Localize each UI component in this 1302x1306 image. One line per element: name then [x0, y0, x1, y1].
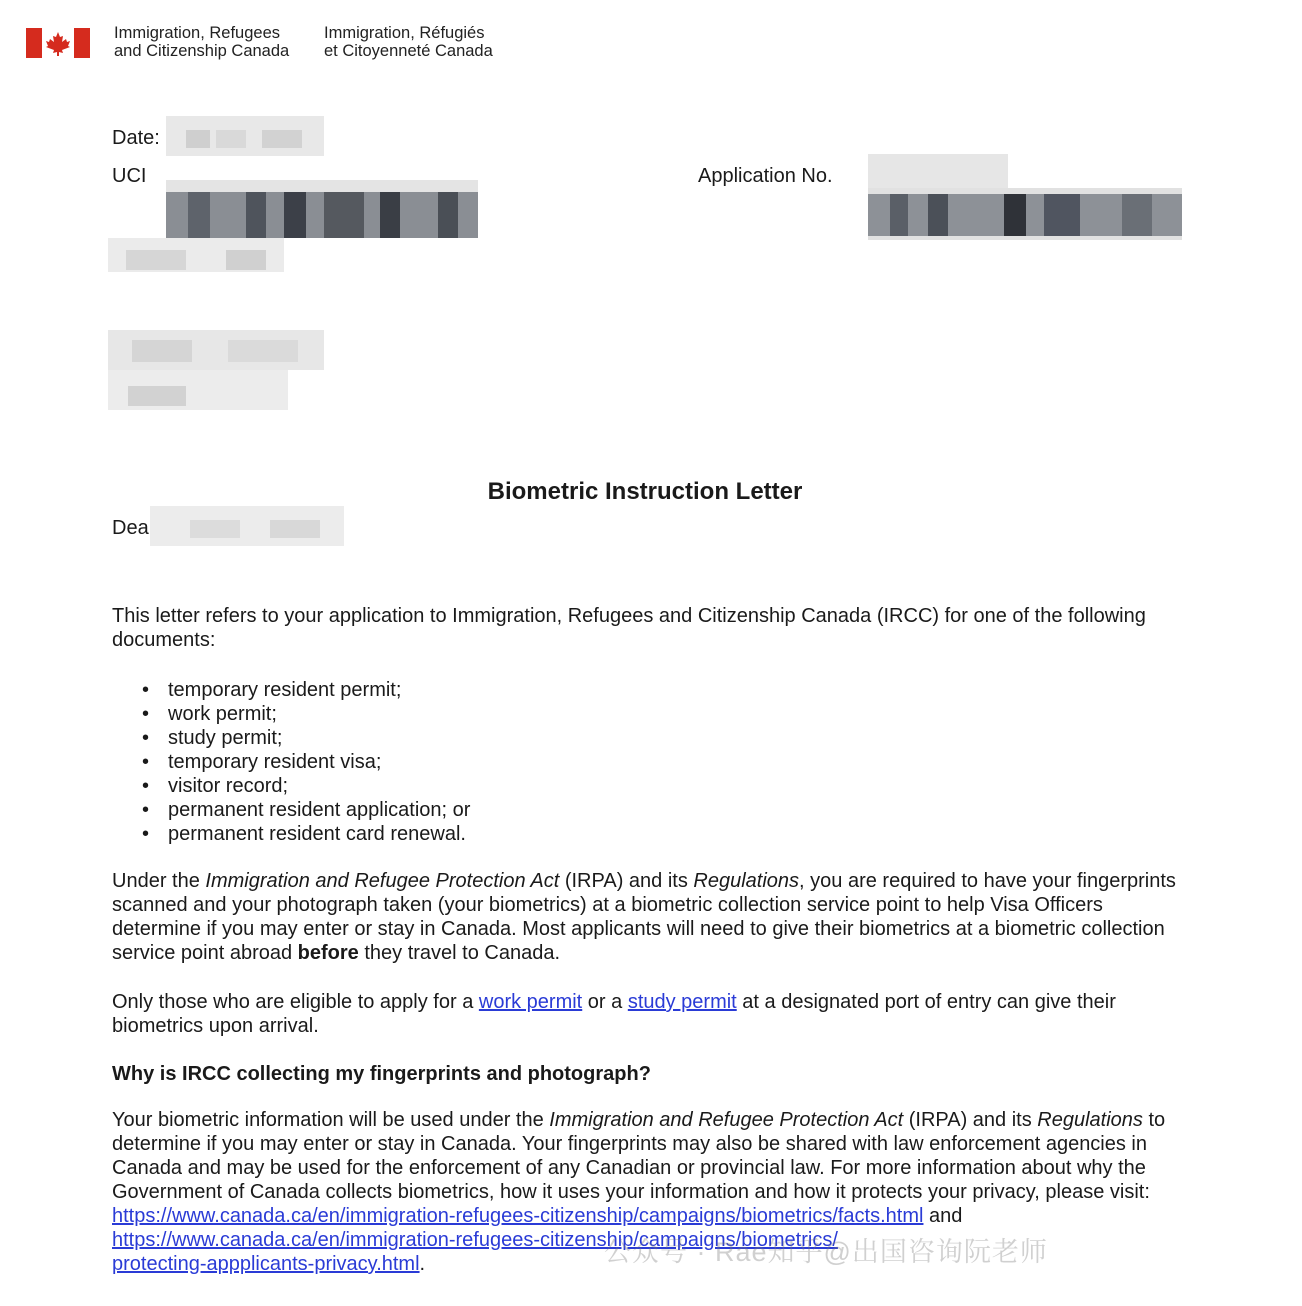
text-segment: Your biometric information will be used under the	[112, 1109, 550, 1131]
section-heading: Why is IRCC collecting my fingerprints and photograph?	[112, 1063, 651, 1085]
department-en-line2: and Citizenship Canada	[114, 42, 290, 60]
list-item: • temporary resident visa;	[168, 750, 470, 774]
study-permit-link[interactable]: study permit	[627, 991, 737, 1013]
text-segment: or a	[582, 991, 628, 1013]
privacy-link-line2[interactable]: protecting-appplicants-privacy.html	[112, 1253, 420, 1275]
text-segment: Under the	[112, 870, 206, 892]
text-segment: to determine if you may enter or stay in Canada. Your fingerprints may also be shared with law enforcement agencies in Canada and may be used for the enforcement of any Canadian or provincial law. For more information about why the Government of Canada collects biometrics, how it uses your information and how it protects your privacy, please visit:	[112, 1109, 1166, 1203]
salutation: Dea	[112, 517, 149, 539]
list-item: • visitor record;	[168, 774, 470, 798]
act-name: Immigration and Refugee Protection Act	[549, 1109, 904, 1131]
text-segment: .	[419, 1253, 426, 1275]
redacted-address	[108, 330, 324, 410]
biometrics-facts-link[interactable]: https://www.canada.ca/en/immigration-refugees-citizenship/campaigns/biometrics/facts.html	[112, 1205, 924, 1227]
list-item: • work permit;	[168, 702, 470, 726]
list-item: • study permit;	[168, 726, 470, 750]
canada-flag-icon	[26, 28, 90, 58]
emphasis-before: before	[297, 942, 359, 964]
uci-label: UCI	[112, 165, 147, 187]
regulations-name: Regulations	[1037, 1109, 1143, 1131]
regulations-name: Regulations	[693, 870, 800, 892]
date-label: Date:	[112, 127, 160, 149]
department-fr-line2: et Citoyenneté Canada	[324, 42, 493, 60]
text-segment: at a designated port of entry can give their biometrics upon arrival.	[112, 991, 1116, 1037]
text-segment: Only those who are eligible to apply for a	[112, 991, 479, 1013]
list-item: • temporary resident permit;	[168, 678, 470, 702]
list-item: • permanent resident application; or	[168, 798, 470, 822]
text-segment: , you are required to have your fingerprints scanned and your photograph taken (your biometrics) at a biometric collection service point to help Visa Officers determine if you may enter or stay in Canada. Most applicants will need to give their biometrics at a biometric collection service point abroad	[112, 870, 1176, 964]
list-item: • permanent resident card renewal.	[168, 822, 470, 846]
department-name-french	[324, 24, 493, 60]
application-number-label: Application No.	[698, 165, 833, 187]
document-list	[112, 678, 470, 846]
intro-paragraph: This letter refers to your application to Immigration, Refugees and Citizenship Canada (IRCC) for one of the following documents:	[112, 605, 1146, 651]
work-permit-link[interactable]: work permit	[478, 991, 583, 1013]
redacted-uci	[108, 180, 480, 272]
department-fr-line1: Immigration, Réfugiés	[324, 24, 485, 42]
redacted-date	[166, 116, 324, 156]
text-segment: they travel to Canada.	[358, 942, 561, 964]
privacy-link-line1[interactable]: https://www.canada.ca/en/immigration-refugees-citizenship/campaigns/biometrics/	[112, 1229, 838, 1251]
text-segment: and	[923, 1205, 963, 1227]
irpa-paragraph	[112, 869, 1192, 965]
text-segment: (IRPA) and its	[559, 870, 694, 892]
redacted-recipient-name	[150, 506, 344, 546]
redacted-application-number	[868, 154, 1182, 240]
department-en-line1: Immigration, Refugees	[114, 24, 280, 42]
department-name-english	[114, 24, 289, 60]
act-name: Immigration and Refugee Protection Act	[205, 870, 560, 892]
text-segment: (IRPA) and its	[903, 1109, 1038, 1131]
letter-title: Biometric Instruction Letter	[487, 478, 803, 505]
port-of-entry-paragraph	[112, 990, 1192, 1038]
watermark: 公众号 · Rae知乎@出国咨询阮老师	[604, 1237, 1048, 1267]
